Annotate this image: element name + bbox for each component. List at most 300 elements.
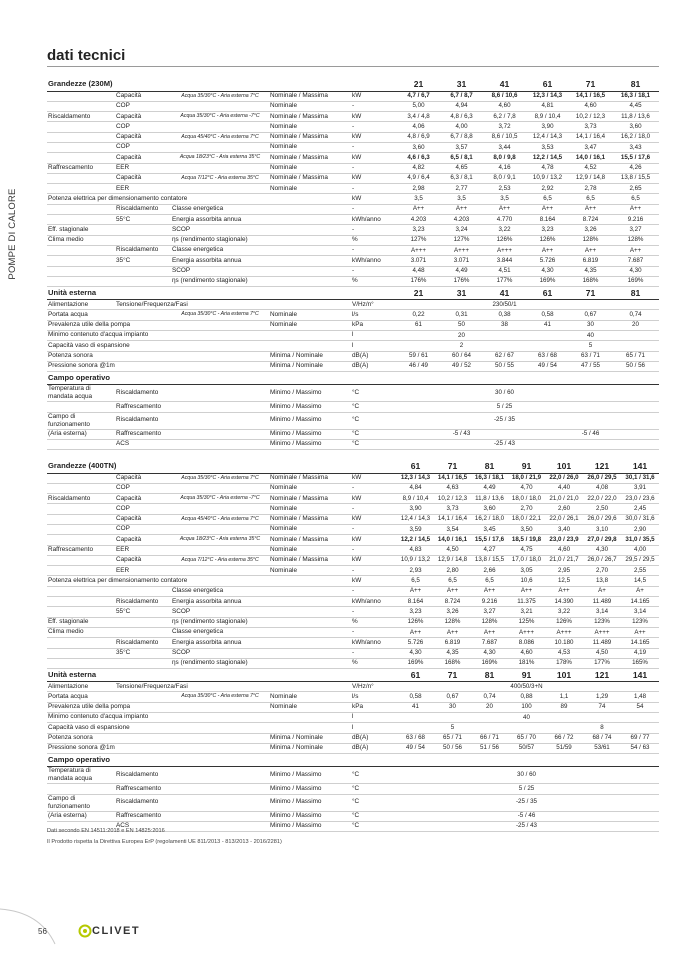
label-cell: Nominale / Massima <box>269 112 351 122</box>
value-cell: 4,30 <box>397 648 434 658</box>
label-cell: 55°C <box>115 215 171 225</box>
value-cell: 176% <box>440 276 483 286</box>
table-row <box>47 310 659 320</box>
label-cell <box>171 794 269 811</box>
label-cell <box>171 713 269 723</box>
label-cell: l <box>351 713 397 723</box>
label-cell <box>47 122 115 132</box>
label-cell: EER <box>115 163 171 173</box>
label-cell <box>47 607 115 617</box>
label-cell: Tensione/Frequenza/Fasi <box>115 682 171 692</box>
value-cell: 127% <box>397 235 440 245</box>
value-cell: 21 <box>397 287 440 300</box>
value-cell <box>397 300 440 310</box>
table-row <box>47 555 659 565</box>
value-cell: 3,14 <box>583 607 621 617</box>
value-cell: 0,74 <box>612 310 659 320</box>
label-cell: Nominale / Massima <box>269 535 351 545</box>
label-cell <box>115 617 171 627</box>
label-cell: dB(A) <box>351 361 397 371</box>
value-cell: 169% <box>471 658 508 668</box>
table-row <box>47 733 659 743</box>
table-row <box>47 767 659 784</box>
label-cell <box>115 310 171 320</box>
label-cell: Minimo / Massimo <box>269 439 351 449</box>
value-cell: 22,0 / 22,0 <box>583 494 621 504</box>
value-cell: 6.819 <box>569 256 612 266</box>
value-cell: 4,27 <box>471 545 508 555</box>
value-cell <box>583 767 621 784</box>
label-cell <box>269 648 351 658</box>
label-cell: kWh/anno <box>351 597 397 607</box>
value-cell: 177% <box>483 276 526 286</box>
value-cell: 168% <box>434 658 471 668</box>
label-cell: °C <box>351 385 397 402</box>
table-row <box>47 287 659 300</box>
table-row <box>47 341 659 351</box>
label-cell <box>115 287 171 300</box>
value-cell: 6,7 / 8,8 <box>440 132 483 142</box>
label-cell: Classe energetica <box>171 586 269 596</box>
value-cell: 11,8 / 13,6 <box>471 494 508 504</box>
value-cell: 41 <box>483 78 526 91</box>
label-cell: - <box>351 204 397 214</box>
value-cell: 21 <box>397 78 440 91</box>
value-cell: A++ <box>526 245 569 255</box>
value-cell: 71 <box>434 669 471 682</box>
value-cell <box>397 385 440 402</box>
value-cell <box>545 723 583 733</box>
value-cell: 4,30 <box>471 648 508 658</box>
value-cell <box>612 412 659 429</box>
page-number: 56 <box>38 927 47 936</box>
value-cell: 127% <box>440 235 483 245</box>
value-cell: 10.180 <box>545 638 583 648</box>
label-cell <box>269 331 351 341</box>
label-cell: Campo operativo <box>47 372 115 385</box>
value-cell: 14,0 / 16,1 <box>434 535 471 545</box>
label-cell <box>171 402 269 412</box>
value-cell <box>434 713 471 723</box>
label-cell: Nominale <box>269 122 351 132</box>
value-cell <box>526 331 569 341</box>
value-cell: 16,3 / 18,1 <box>471 473 508 483</box>
value-cell: 5 / 25 <box>508 784 545 794</box>
label-cell <box>171 320 269 330</box>
table-row <box>47 794 659 811</box>
value-cell: 49 / 54 <box>397 743 434 753</box>
value-cell: 169% <box>526 276 569 286</box>
value-cell: 4,7 / 6,7 <box>397 91 440 101</box>
value-cell: 8.724 <box>569 215 612 225</box>
value-cell: A++ <box>397 627 434 637</box>
value-cell: 3,44 <box>483 142 526 152</box>
value-cell: 4,26 <box>612 163 659 173</box>
value-cell: A+++ <box>397 245 440 255</box>
label-cell <box>351 460 397 473</box>
value-cell: 68 / 74 <box>583 733 621 743</box>
value-cell: 3,54 <box>434 524 471 534</box>
label-cell <box>47 555 115 565</box>
label-cell <box>47 245 115 255</box>
value-cell: 14.390 <box>545 597 583 607</box>
value-cell: 125% <box>508 617 545 627</box>
label-cell <box>171 702 269 712</box>
label-cell <box>171 460 269 473</box>
table-row <box>47 122 659 132</box>
label-cell <box>47 439 115 449</box>
value-cell <box>471 713 508 723</box>
value-cell <box>583 682 621 692</box>
value-cell: 4,51 <box>483 266 526 276</box>
value-cell: 9.216 <box>471 597 508 607</box>
value-cell <box>621 767 659 784</box>
value-cell <box>508 754 545 767</box>
label-cell: Minimo / Massimo <box>269 821 351 831</box>
value-cell: 12,4 / 14,3 <box>397 514 434 524</box>
value-cell: 31 <box>440 287 483 300</box>
label-cell: Temperatura di mandata acqua <box>47 385 115 402</box>
value-cell: 3,60 <box>612 122 659 132</box>
table-row <box>47 153 659 163</box>
value-cell <box>621 754 659 767</box>
value-cell: 4,30 <box>583 545 621 555</box>
value-cell: 4,52 <box>569 163 612 173</box>
label-cell: Nominale <box>269 702 351 712</box>
label-cell: kW <box>351 535 397 545</box>
value-cell: A++ <box>508 586 545 596</box>
value-cell <box>434 794 471 811</box>
label-cell: Minimo / Massimo <box>269 767 351 784</box>
label-cell <box>47 784 115 794</box>
label-cell: Nominale / Massima <box>269 514 351 524</box>
value-cell <box>483 341 526 351</box>
label-cell <box>269 576 351 586</box>
label-cell <box>171 754 269 767</box>
value-cell: 3,73 <box>434 504 471 514</box>
label-cell: Minima / Nominale <box>269 351 351 361</box>
label-cell: - <box>351 566 397 576</box>
label-cell <box>171 361 269 371</box>
label-cell: - <box>351 586 397 596</box>
label-cell: - <box>351 607 397 617</box>
value-cell <box>621 713 659 723</box>
value-cell <box>583 821 621 831</box>
value-cell <box>397 754 434 767</box>
value-cell: 6,5 <box>612 194 659 204</box>
value-cell: 100 <box>508 702 545 712</box>
table-row <box>47 300 659 310</box>
value-cell: 4,60 <box>569 101 612 111</box>
value-cell: 8.724 <box>434 597 471 607</box>
label-cell: COP <box>115 122 171 132</box>
label-cell: Classe energetica <box>171 204 269 214</box>
label-cell: SCOP <box>171 648 269 658</box>
value-cell: 14,1 / 16,5 <box>569 91 612 101</box>
label-cell: Nominale / Massima <box>269 91 351 101</box>
value-cell: 15,5 / 17,6 <box>612 153 659 163</box>
value-cell: 4,94 <box>440 101 483 111</box>
label-cell: Riscaldamento <box>47 494 115 504</box>
label-cell: kW <box>351 514 397 524</box>
value-cell: 128% <box>569 235 612 245</box>
value-cell: 3,23 <box>397 607 434 617</box>
value-cell: 4,49 <box>471 483 508 493</box>
value-cell <box>397 723 434 733</box>
label-cell: Acqua 7/12°C - Aria esterna 35°C <box>171 173 269 183</box>
value-cell: 14,5 <box>621 576 659 586</box>
value-cell: A++ <box>434 586 471 596</box>
value-cell: 7.687 <box>612 256 659 266</box>
value-cell: 8,6 / 10,5 <box>483 132 526 142</box>
value-cell <box>397 767 434 784</box>
label-cell: Nominale <box>269 163 351 173</box>
label-cell: l <box>351 331 397 341</box>
value-cell: 3,60 <box>471 504 508 514</box>
label-cell <box>47 276 115 286</box>
value-cell: 11.489 <box>583 597 621 607</box>
label-cell <box>269 225 351 235</box>
label-cell: Nominale <box>269 101 351 111</box>
label-cell <box>47 215 115 225</box>
value-cell <box>483 429 526 439</box>
table-row <box>47 142 659 152</box>
value-cell: 4.203 <box>397 215 440 225</box>
table-row <box>47 91 659 101</box>
label-cell <box>269 754 351 767</box>
table-row <box>47 483 659 493</box>
value-cell: 0,74 <box>471 692 508 702</box>
value-cell: 21,0 / 21,7 <box>545 555 583 565</box>
label-cell <box>171 331 269 341</box>
value-cell: 121 <box>583 460 621 473</box>
value-cell: 16,3 / 18,1 <box>612 91 659 101</box>
value-cell: 61 <box>397 460 434 473</box>
value-cell: 8,9 / 10,4 <box>397 494 434 504</box>
value-cell <box>440 372 483 385</box>
value-cell: 5 <box>569 341 612 351</box>
value-cell: 4,8 / 6,3 <box>440 112 483 122</box>
value-cell: 81 <box>612 78 659 91</box>
value-cell: A++ <box>621 627 659 637</box>
label-cell <box>115 361 171 371</box>
value-cell: 26,0 / 29,6 <box>583 514 621 524</box>
value-cell: 2,55 <box>621 566 659 576</box>
label-cell <box>171 524 269 534</box>
value-cell: 40 <box>508 713 545 723</box>
label-cell: Raffrescamento <box>47 163 115 173</box>
label-cell: (Aria esterna) <box>47 811 115 821</box>
label-cell <box>47 402 115 412</box>
value-cell: 4,60 <box>545 545 583 555</box>
value-cell: 3,4 / 4,8 <box>397 112 440 122</box>
value-cell: 176% <box>397 276 440 286</box>
table-row <box>47 545 659 555</box>
value-cell: 3.071 <box>397 256 440 266</box>
label-cell: % <box>351 276 397 286</box>
table-row <box>47 576 659 586</box>
table-row <box>47 331 659 341</box>
value-cell: 11,8 / 13,6 <box>612 112 659 122</box>
label-cell <box>171 78 269 91</box>
label-cell: ηs (rendimento stagionale) <box>171 658 269 668</box>
value-cell: 30,1 / 31,6 <box>621 473 659 483</box>
value-cell: 4,30 <box>526 266 569 276</box>
value-cell: 18,0 / 18,0 <box>508 494 545 504</box>
table-row <box>47 586 659 596</box>
value-cell: 4,6 / 6,3 <box>397 153 440 163</box>
value-cell <box>508 723 545 733</box>
value-cell <box>569 385 612 402</box>
label-cell: EER <box>115 545 171 555</box>
value-cell: 54 <box>621 702 659 712</box>
table-row <box>47 235 659 245</box>
label-cell <box>269 372 351 385</box>
value-cell: 7.687 <box>471 638 508 648</box>
value-cell: 59 / 61 <box>397 351 440 361</box>
label-cell: Classe energetica <box>171 245 269 255</box>
value-cell: A++ <box>397 586 434 596</box>
value-cell: 65 / 71 <box>434 733 471 743</box>
value-cell: 10,9 / 13,2 <box>397 555 434 565</box>
label-cell <box>269 723 351 733</box>
value-cell: 18,5 / 19,8 <box>508 535 545 545</box>
label-cell: Riscaldamento <box>115 385 171 402</box>
value-cell: 3,23 <box>397 225 440 235</box>
value-cell: 3,43 <box>612 142 659 152</box>
label-cell <box>171 351 269 361</box>
table-row <box>47 702 659 712</box>
table-row <box>47 429 659 439</box>
value-cell: 6,5 <box>526 194 569 204</box>
table-row <box>47 460 659 473</box>
value-cell: 12,5 <box>545 576 583 586</box>
label-cell: - <box>351 225 397 235</box>
value-cell: 63 / 68 <box>397 733 434 743</box>
label-cell: Raffrescamento <box>115 402 171 412</box>
value-cell: 6,5 <box>434 576 471 586</box>
value-cell: 4,08 <box>583 483 621 493</box>
label-cell: COP <box>115 142 171 152</box>
label-cell: Nominale <box>269 483 351 493</box>
value-cell: 12,9 / 14,8 <box>434 555 471 565</box>
table-row <box>47 101 659 111</box>
value-cell <box>397 412 440 429</box>
value-cell: 61 <box>397 320 440 330</box>
value-cell: 123% <box>621 617 659 627</box>
label-cell: Minima / Nominale <box>269 361 351 371</box>
value-cell: 16,2 / 18,0 <box>471 514 508 524</box>
value-cell: 46 / 49 <box>397 361 440 371</box>
value-cell: 3,23 <box>526 225 569 235</box>
value-cell: 0,58 <box>397 692 434 702</box>
value-cell <box>483 372 526 385</box>
label-cell: Riscaldamento <box>115 794 171 811</box>
label-cell: Capacità <box>115 91 171 101</box>
label-cell <box>171 142 269 152</box>
label-cell: kPa <box>351 320 397 330</box>
label-cell: Capacità <box>115 535 171 545</box>
label-cell: Clima medio <box>47 627 115 637</box>
label-cell: (Aria esterna) <box>47 429 115 439</box>
value-cell: 128% <box>471 617 508 627</box>
label-cell: Grandezze (400TN) <box>47 460 115 473</box>
value-cell <box>434 682 471 692</box>
value-cell: 4,78 <box>526 163 569 173</box>
label-cell: - <box>351 648 397 658</box>
value-cell: 13,8 / 15,5 <box>612 173 659 183</box>
value-cell: 165% <box>621 658 659 668</box>
label-cell <box>269 287 351 300</box>
value-cell: 5.726 <box>526 256 569 266</box>
label-cell <box>171 743 269 753</box>
label-cell <box>171 811 269 821</box>
value-cell: 1,1 <box>545 692 583 702</box>
brand-logo <box>78 924 140 938</box>
value-cell <box>397 439 440 449</box>
value-cell: 4,35 <box>434 648 471 658</box>
value-cell: A+++ <box>508 627 545 637</box>
label-cell: Tensione/Frequenza/Fasi <box>115 300 171 310</box>
label-cell: COP <box>115 524 171 534</box>
label-cell: Minimo / Massimo <box>269 385 351 402</box>
value-cell: 61 <box>397 669 434 682</box>
value-cell: A++ <box>440 204 483 214</box>
table-row <box>47 535 659 545</box>
label-cell <box>47 132 115 142</box>
label-cell: SCOP <box>171 266 269 276</box>
value-cell <box>397 811 434 821</box>
value-cell: 0,38 <box>483 310 526 320</box>
label-cell: Capacità <box>115 514 171 524</box>
value-cell: 0,22 <box>397 310 440 320</box>
label-cell: kW <box>351 473 397 483</box>
value-cell: 4,81 <box>526 101 569 111</box>
value-cell <box>434 767 471 784</box>
label-cell: Acqua 45/40°C - Aria esterna 7°C <box>171 132 269 142</box>
value-cell: 54 / 63 <box>621 743 659 753</box>
value-cell: 50 <box>440 320 483 330</box>
label-cell: °C <box>351 439 397 449</box>
value-cell <box>471 682 508 692</box>
label-cell: % <box>351 235 397 245</box>
value-cell: 2,90 <box>621 524 659 534</box>
value-cell: 3,5 <box>483 194 526 204</box>
label-cell: Minimo / Massimo <box>269 794 351 811</box>
label-cell <box>47 566 115 576</box>
value-cell: 50/57 <box>508 743 545 753</box>
footnotes <box>47 826 282 848</box>
table-row <box>47 607 659 617</box>
value-cell: 8.164 <box>526 215 569 225</box>
label-cell <box>171 733 269 743</box>
label-cell: Potenza elettrica per dimensionamento contatore <box>47 194 115 204</box>
value-cell: 4,48 <box>397 266 440 276</box>
value-cell: 74 <box>583 702 621 712</box>
label-cell: Nominale <box>269 545 351 555</box>
label-cell: Pressione sonora @1m <box>47 743 115 753</box>
value-cell: 4,53 <box>545 648 583 658</box>
label-cell: Capacità <box>115 112 171 122</box>
value-cell: 49 / 52 <box>440 361 483 371</box>
table-row <box>47 225 659 235</box>
value-cell: 4,16 <box>483 163 526 173</box>
value-cell: 2,77 <box>440 184 483 194</box>
value-cell: 18,0 / 22,1 <box>508 514 545 524</box>
value-cell <box>526 412 569 429</box>
value-cell: 14.165 <box>621 597 659 607</box>
label-cell: dB(A) <box>351 351 397 361</box>
